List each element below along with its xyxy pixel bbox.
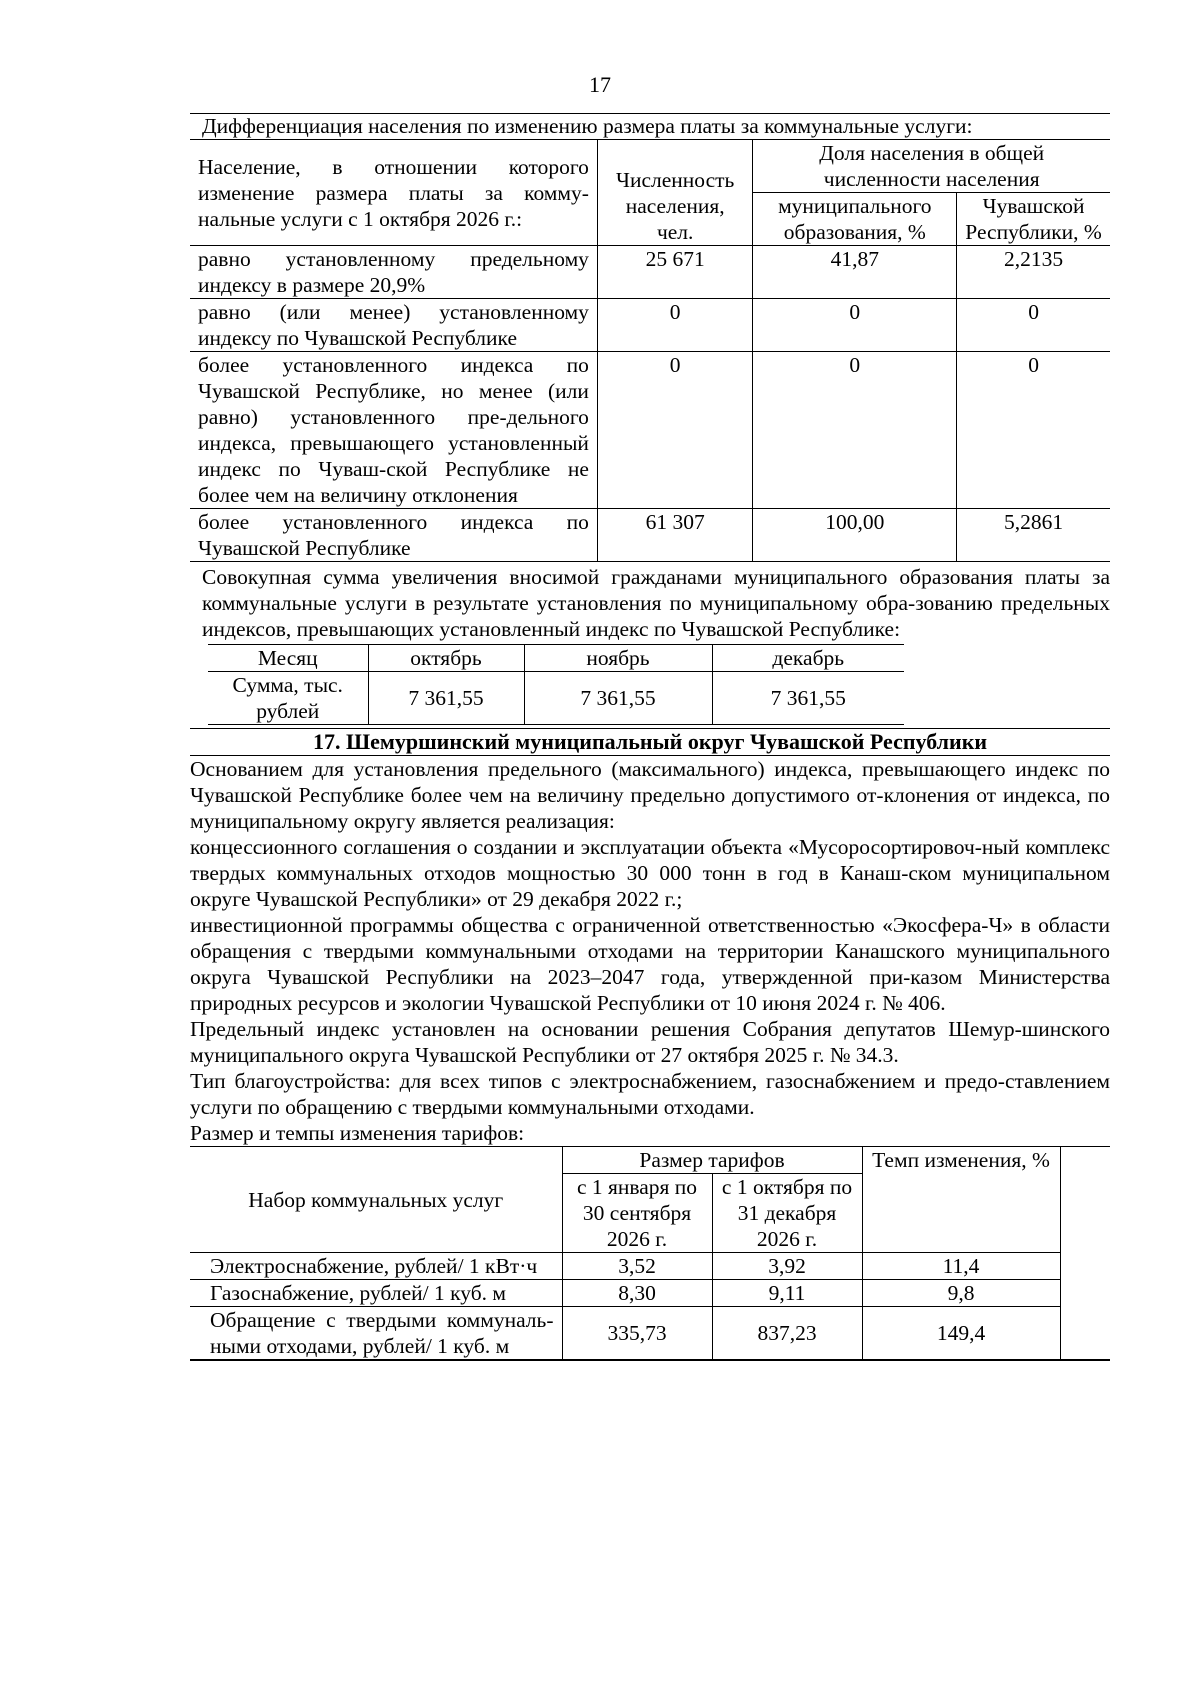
table-row	[190, 246, 1110, 299]
row-republic: 5,2861	[957, 509, 1110, 562]
header-population: Население, в отношении которого изменение размера платы за комму-нальные услуги с 1 октября 2026 г.:	[190, 140, 597, 246]
tariff-service: Обращение с твердыми коммуналь-ными отходами, рублей/ 1 куб. м	[190, 1307, 562, 1361]
tariff-header-period1: с 1 января по 30 сентября 2026 г.	[562, 1174, 712, 1253]
row-republic: 0	[957, 352, 1110, 509]
row-municipal: 100,00	[753, 509, 957, 562]
table-row	[190, 1307, 1110, 1361]
paragraph-amenity-type: Тип благоустройства: для всех типов с электроснабжением, газоснабжением и предо-ставлением услуги по обращению с твердыми коммунальными отходами.	[190, 1069, 1110, 1119]
row-count: 0	[597, 299, 753, 352]
tariff-header-service: Набор коммунальных услуг	[190, 1147, 562, 1253]
table-row	[190, 509, 1110, 562]
sum-values-row	[208, 672, 904, 725]
row-municipal: 0	[753, 352, 957, 509]
tariff-spacer	[1060, 1147, 1110, 1361]
row-label: равно (или менее) установленному индексу по Чувашской Республике	[190, 299, 597, 352]
tariff-header-rate: Темп изменения, %	[862, 1147, 1060, 1253]
table-row	[190, 1280, 1110, 1307]
tariff-value-2: 9,11	[712, 1280, 862, 1307]
tariff-value-1: 8,30	[562, 1280, 712, 1307]
sum-header-row	[208, 645, 904, 672]
row-republic: 0	[957, 299, 1110, 352]
differentiation-table	[190, 139, 1110, 562]
paragraph-investment: инвестиционной программы общества с ограниченной ответственностью «Экосфера-Ч» в области обращения с твердыми коммунальными отходами на территории Канашского муниципального округа Чувашской Республики на 2023–2047 года, утвержденной при-казом Министерства природных ресурсов и экологии Чувашской Республики от 10 июня 2024 г. № 406.	[190, 913, 1110, 1015]
tariff-rate: 11,4	[862, 1253, 1060, 1280]
row-count: 0	[597, 352, 753, 509]
tariff-header-row	[190, 1147, 1110, 1174]
tariff-caption: Размер и темпы изменения тарифов:	[190, 1121, 525, 1145]
table-header-row	[190, 140, 1110, 193]
tariff-value-2: 3,92	[712, 1253, 862, 1280]
tariff-table	[190, 1146, 1110, 1361]
header-count: Численность населения, чел.	[597, 140, 753, 246]
document-body	[190, 110, 1110, 1361]
sum-table	[208, 644, 904, 725]
row-label: равно установленному предельному индексу в размере 20,9%	[190, 246, 597, 299]
sum-october: 7 361,55	[368, 672, 524, 725]
tariff-header-group: Размер тарифов	[562, 1147, 862, 1174]
sum-december: 7 361,55	[712, 672, 904, 725]
tariff-rate: 149,4	[862, 1307, 1060, 1361]
row-label: более установленного индекса по Чувашской Республике, но менее (или равно) установленного пре-дельного индекса, превышающего установленный индекс по Чуваш-ской Республике не более чем на величину отклонения	[190, 352, 597, 509]
row-municipal: 0	[753, 299, 957, 352]
tariff-service: Электроснабжение, рублей/ 1 кВт·ч	[190, 1253, 562, 1280]
differentiation-caption: Дифференциация населения по изменению размера платы за коммунальные услуги:	[202, 114, 973, 138]
section-title: 17. Шемуршинский муниципальный округ Чувашской Республики	[190, 728, 1110, 756]
header-municipal: муниципального образования, %	[753, 193, 957, 246]
table-row	[190, 299, 1110, 352]
row-count: 25 671	[597, 246, 753, 299]
month-november: ноябрь	[524, 645, 712, 672]
paragraph-concession: концессионного соглашения о создании и эксплуатации объекта «Мусоросортировоч-ный комплекс твердых коммунальных отходов мощностью 30 000 тонн в год в Канаш-ском муниципальном округе Чувашской Республики» от 29 декабря 2022 г.;	[190, 835, 1110, 911]
month-october: октябрь	[368, 645, 524, 672]
table-row	[190, 1253, 1110, 1280]
tariff-value-2: 837,23	[712, 1307, 862, 1361]
page-number: 17	[589, 72, 611, 97]
tariff-header-period2: с 1 октября по 31 декабря 2026 г.	[712, 1174, 862, 1253]
paragraph-basis: Основанием для установления предельного (максимального) индекса, превышающего индекс по Чувашской Республике более чем на величину предельно допустимого от-клонения от индекса, по муниципальному округу является реализация:	[190, 757, 1110, 833]
row-municipal: 41,87	[753, 246, 957, 299]
month-label: Месяц	[208, 645, 368, 672]
sum-november: 7 361,55	[524, 672, 712, 725]
tariff-value-1: 3,52	[562, 1253, 712, 1280]
month-december: декабрь	[712, 645, 904, 672]
sum-label: Сумма, тыс. рублей	[208, 672, 368, 725]
header-republic: Чувашской Республики, %	[957, 193, 1110, 246]
paragraph-decision: Предельный индекс установлен на основании решения Собрания депутатов Шемур-шинского муниципального округа Чувашской Республики от 27 октября 2025 г. № 34.3.	[190, 1017, 1110, 1067]
tariff-service: Газоснабжение, рублей/ 1 куб. м	[190, 1280, 562, 1307]
row-count: 61 307	[597, 509, 753, 562]
row-label: более установленного индекса по Чувашской Республике	[190, 509, 597, 562]
total-increase-text: Совокупная сумма увеличения вносимой гражданами муниципального образования платы за коммунальные услуги в результате установления по муниципальному обра-зованию предельных индексов, превышающих установленный индекс по Чувашской Республике:	[202, 565, 1110, 641]
table-row	[190, 352, 1110, 509]
header-share-group: Доля населения в общей численности населения	[753, 140, 1110, 193]
tariff-value-1: 335,73	[562, 1307, 712, 1361]
tariff-rate: 9,8	[862, 1280, 1060, 1307]
row-republic: 2,2135	[957, 246, 1110, 299]
